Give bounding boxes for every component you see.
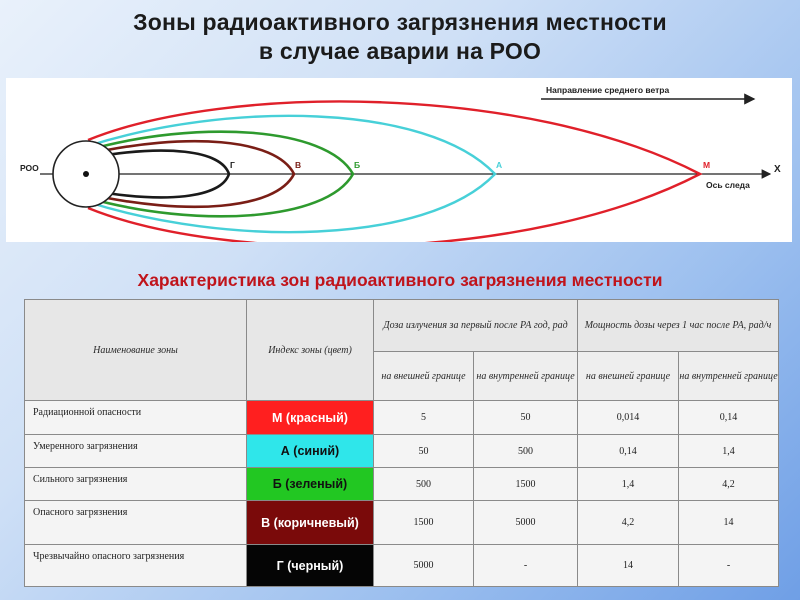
zone-index-cell: Б (зеленый): [247, 468, 374, 501]
zone-name-cell: Опасного загрязнения: [25, 501, 247, 545]
dose-outer-cell: 50: [374, 435, 474, 468]
header-rate-group: Мощность дозы через 1 час после РА, рад/ч: [578, 300, 779, 352]
table-row: [25, 501, 779, 545]
table-row: [25, 468, 779, 501]
table-caption: Характеристика зон радиоактивного загрязнения местности: [137, 270, 663, 290]
rate-inner-cell: 1,4: [679, 435, 779, 468]
rate-outer-cell: 14: [578, 545, 679, 587]
zone-name-cell: Радиационной опасности: [25, 401, 247, 435]
zone-v-letter: В: [295, 160, 302, 170]
zone-a-letter: А: [496, 160, 503, 170]
dose-inner-cell: 500: [474, 435, 578, 468]
rate-inner-cell: 14: [679, 501, 779, 545]
dose-outer-cell: 5000: [374, 545, 474, 587]
zones-svg: [6, 78, 792, 242]
zone-name-cell: Сильного загрязнения: [25, 468, 247, 501]
title-line-2: в случае аварии на РОО: [258, 38, 542, 64]
dose-inner-cell: 5000: [474, 501, 578, 545]
rate-inner-cell: -: [679, 545, 779, 587]
dose-outer-cell: 5: [374, 401, 474, 435]
rate-outer-cell: 0,014: [578, 401, 679, 435]
page-title: [0, 8, 800, 66]
header-dose-group: Доза излучения за первый после РА год, рад: [374, 300, 578, 352]
zone-index-cell: М (красный): [247, 401, 374, 435]
header-dose-inner: на внутренней границе: [474, 352, 578, 401]
dose-outer-cell: 500: [374, 468, 474, 501]
rate-outer-cell: 1,4: [578, 468, 679, 501]
trace-axis-label: Ось следа: [706, 180, 750, 190]
rate-outer-cell: 4,2: [578, 501, 679, 545]
contamination-zones-diagram: [6, 78, 792, 242]
header-zone-index: Индекс зоны (цвет): [247, 300, 374, 401]
rate-inner-cell: 4,2: [679, 468, 779, 501]
table-row: [25, 435, 779, 468]
zone-name-cell: Чрезвычайно опасного загрязнения: [25, 545, 247, 587]
zone-index-cell: В (коричневый): [247, 501, 374, 545]
dose-inner-cell: 1500: [474, 468, 578, 501]
title-line-1: Зоны радиоактивного загрязнения местности: [133, 9, 667, 35]
source-center-dot: [83, 171, 89, 177]
wind-direction-label: Направление среднего ветра: [546, 85, 670, 95]
header-rate-outer: на внешней границе: [578, 352, 679, 401]
header-rate-inner: на внутренней границе: [679, 352, 779, 401]
dose-outer-cell: 1500: [374, 501, 474, 545]
table-row: [25, 401, 779, 435]
zone-b-letter: Б: [354, 160, 361, 170]
table-row: [25, 545, 779, 587]
x-axis-label: X: [774, 164, 781, 175]
source-label: РОО: [20, 163, 39, 173]
zone-name-cell: Умеренного загрязнения: [25, 435, 247, 468]
zones-table: [24, 299, 779, 587]
zone-index-cell: Г (черный): [247, 545, 374, 587]
dose-inner-cell: 50: [474, 401, 578, 435]
zone-g-letter: Г: [230, 160, 235, 170]
header-dose-outer: на внешней границе: [374, 352, 474, 401]
rate-inner-cell: 0,14: [679, 401, 779, 435]
zone-m-letter: М: [703, 160, 711, 170]
zone-index-cell: А (синий): [247, 435, 374, 468]
rate-outer-cell: 0,14: [578, 435, 679, 468]
header-zone-name: Наименование зоны: [25, 300, 247, 401]
dose-inner-cell: -: [474, 545, 578, 587]
